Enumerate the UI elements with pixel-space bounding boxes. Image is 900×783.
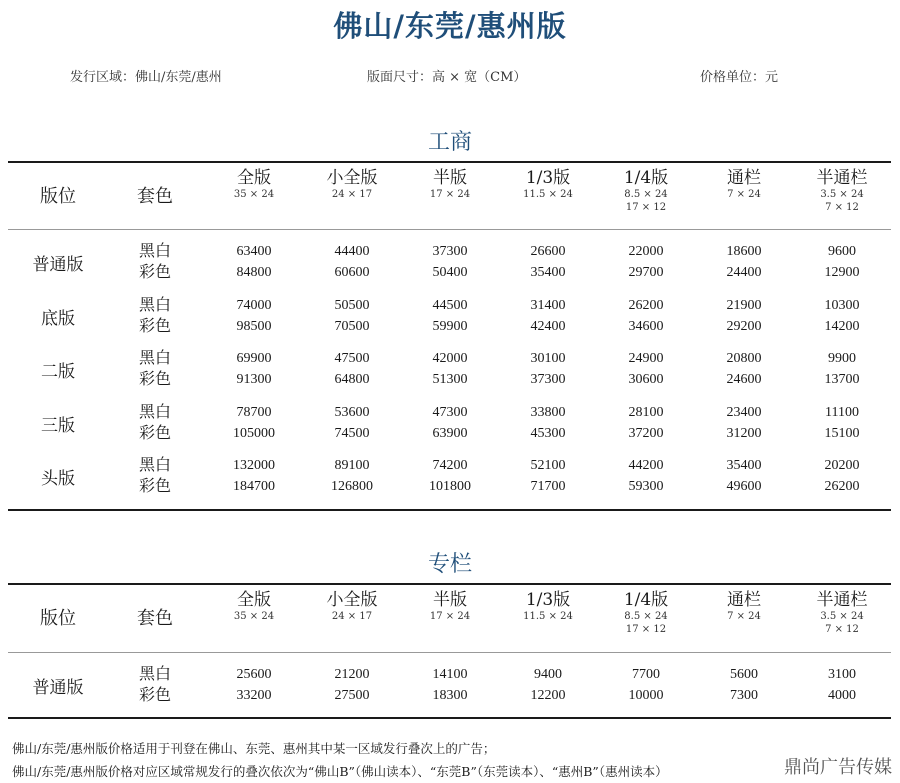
price-bw: 21900: [726, 297, 762, 313]
header-column: [817, 168, 868, 214]
price-bw: 89100: [334, 458, 370, 473]
price-color: 7300: [730, 688, 758, 703]
header-column-name: 全版: [237, 168, 271, 188]
header-column-name: 半通栏: [816, 168, 868, 188]
header-column: [234, 168, 274, 201]
price-bw: 20200: [824, 458, 860, 473]
price-color: 98500: [236, 318, 272, 334]
price-bw: 26200: [628, 297, 664, 313]
price-color: 14200: [824, 318, 860, 334]
header-column-dims: 7 × 24: [727, 611, 761, 622]
price-bw: 20800: [726, 351, 762, 366]
price-color: 60600: [334, 265, 370, 280]
row-position-name: 普通版: [32, 255, 84, 275]
price-color: 51300: [432, 372, 468, 387]
price-bw: 10300: [824, 297, 860, 313]
row-position-name: 底版: [41, 308, 75, 329]
header-column-name: 1/4版: [623, 590, 669, 610]
price-color: 37200: [628, 425, 664, 441]
price-bw: 14100: [432, 667, 468, 682]
price-bw: 5600: [730, 667, 758, 682]
page-title: 佛山/东莞/惠州版: [333, 9, 567, 43]
row-label-bw: 黑白: [138, 455, 172, 474]
header-column-name: 1/3版: [525, 168, 571, 188]
price-bw: 35400: [726, 458, 762, 473]
header-column: [727, 168, 761, 201]
price-bw: 25600: [236, 667, 272, 682]
price-color: 184700: [233, 479, 275, 494]
row-label-color: 彩色: [138, 262, 172, 281]
header-column-name: 全版: [237, 590, 271, 610]
header-column-name: 1/4版: [623, 168, 669, 188]
price-color: 105000: [233, 425, 275, 441]
header-column-dims: 11.5 × 24: [523, 611, 573, 622]
price-bw: 44500: [432, 297, 468, 313]
header-column-dims: 3.5 × 24: [820, 189, 864, 200]
price-bw: 18600: [726, 244, 762, 259]
price-bw: 44200: [628, 458, 664, 473]
price-color: 45300: [530, 425, 566, 441]
price-bw: 7700: [632, 667, 660, 682]
header-color: 套色: [137, 186, 173, 207]
price-color: 101800: [429, 479, 471, 494]
price-color: 10000: [628, 688, 664, 703]
header-column-dims: 17 × 12: [625, 624, 667, 635]
header-column-dims: 7 × 12: [825, 202, 859, 213]
price-color: 29700: [628, 265, 664, 280]
price-bw: 22000: [628, 244, 664, 259]
header-column-dims: 24 × 17: [331, 189, 373, 200]
header-column: [327, 168, 378, 201]
header-column-name: 半版: [433, 590, 467, 610]
table-top-rule: [8, 161, 891, 163]
header-column-name: 半版: [433, 168, 467, 188]
price-color: 37300: [530, 372, 566, 387]
header-column: [727, 590, 761, 623]
price-bw: 9400: [534, 667, 562, 682]
price-bw: 63400: [236, 244, 272, 259]
price-bw: 11100: [825, 404, 859, 420]
header-column-dims: 35 × 24: [233, 189, 275, 200]
price-bw: 9900: [828, 351, 856, 366]
price-bw: 31400: [530, 297, 566, 313]
header-column: [523, 590, 573, 623]
row-label-bw: 黑白: [138, 294, 172, 314]
header-divider: [8, 229, 891, 230]
header-column-dims: 17 × 24: [429, 189, 471, 200]
price-color: 26200: [824, 479, 860, 494]
price-bw: 53600: [334, 404, 370, 420]
note-line-1: 佛山/东莞/惠州版价格适用于刊登在佛山、东莞、惠州其中某一区域发行叠次上的广告；: [12, 741, 496, 756]
price-bw: 78700: [236, 404, 272, 420]
header-position: 版位: [40, 186, 76, 207]
table-top-rule: [8, 583, 891, 585]
price-color: 12900: [824, 265, 860, 280]
row-label-color: 彩色: [138, 315, 172, 335]
header-column-name: 1/3版: [525, 590, 571, 610]
price-color: 15100: [824, 425, 860, 441]
price-bw: 21200: [334, 667, 370, 682]
header-column: [430, 168, 470, 201]
header-column-dims: 3.5 × 24: [820, 611, 864, 622]
header-column: [430, 590, 470, 623]
header-column: [523, 168, 573, 201]
price-bw: 50500: [334, 297, 370, 313]
price-bw: 74200: [432, 458, 468, 473]
price-bw: 3100: [828, 667, 856, 682]
price-color: 71700: [530, 479, 566, 494]
price-color: 24600: [726, 372, 762, 387]
table-bottom-rule: [8, 717, 891, 719]
price-bw: 52100: [530, 458, 566, 473]
price-color: 70500: [334, 318, 370, 334]
price-bw: 47500: [334, 351, 370, 366]
header-divider: [8, 652, 891, 653]
row-label-color: 彩色: [138, 685, 172, 704]
row-label-bw: 黑白: [138, 241, 172, 260]
price-bw: 44400: [334, 244, 370, 259]
price-bw: 74000: [236, 297, 272, 313]
header-column: [234, 590, 274, 623]
watermark-logo: 鼎尚广告传媒: [782, 753, 894, 779]
price-bw: 42000: [432, 351, 468, 366]
price-color: 4000: [828, 688, 856, 703]
header-column-name: 通栏: [727, 590, 761, 610]
price-color: 84800: [236, 265, 272, 280]
price-color: 30600: [628, 372, 664, 387]
header-column-dims: 11.5 × 24: [523, 189, 573, 200]
header-color: 套色: [137, 608, 173, 629]
header-column-name: 小全版: [326, 168, 378, 188]
price-color: 24400: [726, 265, 762, 280]
price-color: 33200: [236, 688, 272, 703]
price-color: 18300: [432, 688, 468, 703]
price-color: 59900: [432, 318, 468, 334]
header-column-dims: 17 × 24: [429, 611, 471, 622]
header-column-dims: 24 × 17: [331, 611, 373, 622]
price-color: 35400: [530, 265, 566, 280]
price-bw: 24900: [628, 351, 664, 366]
row-position-name: 二版: [41, 362, 75, 382]
row-label-bw: 黑白: [138, 348, 172, 367]
header-column-dims: 7 × 24: [727, 189, 761, 200]
price-bw: 23400: [726, 404, 762, 420]
price-bw: 9600: [828, 244, 856, 259]
price-color: 29200: [726, 318, 762, 334]
header-column: [624, 168, 668, 214]
price-color: 49600: [726, 479, 762, 494]
price-color: 64800: [334, 372, 370, 387]
price-bw: 69900: [236, 351, 272, 366]
price-color: 126800: [331, 479, 373, 494]
row-label-bw: 黑白: [138, 401, 172, 421]
price-bw: 37300: [432, 244, 468, 259]
row-position-name: 头版: [41, 469, 75, 489]
price-bw: 30100: [530, 351, 566, 366]
header-column: [817, 590, 868, 636]
price-color: 59300: [628, 479, 664, 494]
price-color: 91300: [236, 372, 272, 387]
header-column: [327, 590, 378, 623]
section-title: 工商: [427, 130, 472, 155]
section-title: 专栏: [427, 552, 472, 577]
header-column-dims: 7 × 12: [825, 624, 859, 635]
price-color: 50400: [432, 265, 468, 280]
header-column: [624, 590, 668, 636]
price-color: 42400: [530, 318, 566, 334]
price-color: 27500: [334, 688, 370, 703]
row-label-color: 彩色: [138, 476, 172, 495]
meta-size: 版面尺寸：高 × 宽（CM）: [367, 70, 527, 85]
row-label-color: 彩色: [138, 422, 172, 442]
row-label-color: 彩色: [138, 369, 172, 388]
header-column-name: 小全版: [326, 590, 378, 610]
header-column-dims: 35 × 24: [233, 611, 275, 622]
price-bw: 26600: [530, 244, 566, 259]
price-color: 13700: [824, 372, 860, 387]
table-bottom-rule: [8, 509, 891, 511]
price-bw: 47300: [432, 404, 468, 420]
price-color: 12200: [530, 688, 566, 703]
header-column-dims: 17 × 12: [625, 202, 667, 213]
header-column-dims: 8.5 × 24: [624, 611, 668, 622]
meta-unit: 价格单位：元: [700, 70, 779, 85]
header-column-name: 通栏: [727, 168, 761, 188]
row-position-name: 普通版: [32, 678, 84, 698]
price-color: 34600: [628, 318, 664, 334]
header-column-name: 半通栏: [816, 590, 868, 610]
price-bw: 132000: [233, 458, 275, 473]
header-position: 版位: [40, 608, 76, 629]
header-column-dims: 8.5 × 24: [624, 189, 668, 200]
price-bw: 33800: [530, 404, 566, 420]
row-position-name: 三版: [41, 415, 75, 436]
price-color: 63900: [432, 425, 468, 441]
price-color: 31200: [726, 425, 762, 441]
price-color: 74500: [334, 425, 370, 441]
price-bw: 28100: [628, 404, 664, 420]
meta-region: 发行区域：佛山/东莞/惠州: [70, 70, 222, 85]
note-line-2: 佛山/东莞/惠州版价格对应区域常规发行的叠次依次为“佛山B”（佛山读本）、“东莞B”（东莞读本）、“惠州B”（惠州读本）: [12, 764, 668, 779]
row-label-bw: 黑白: [138, 664, 172, 683]
